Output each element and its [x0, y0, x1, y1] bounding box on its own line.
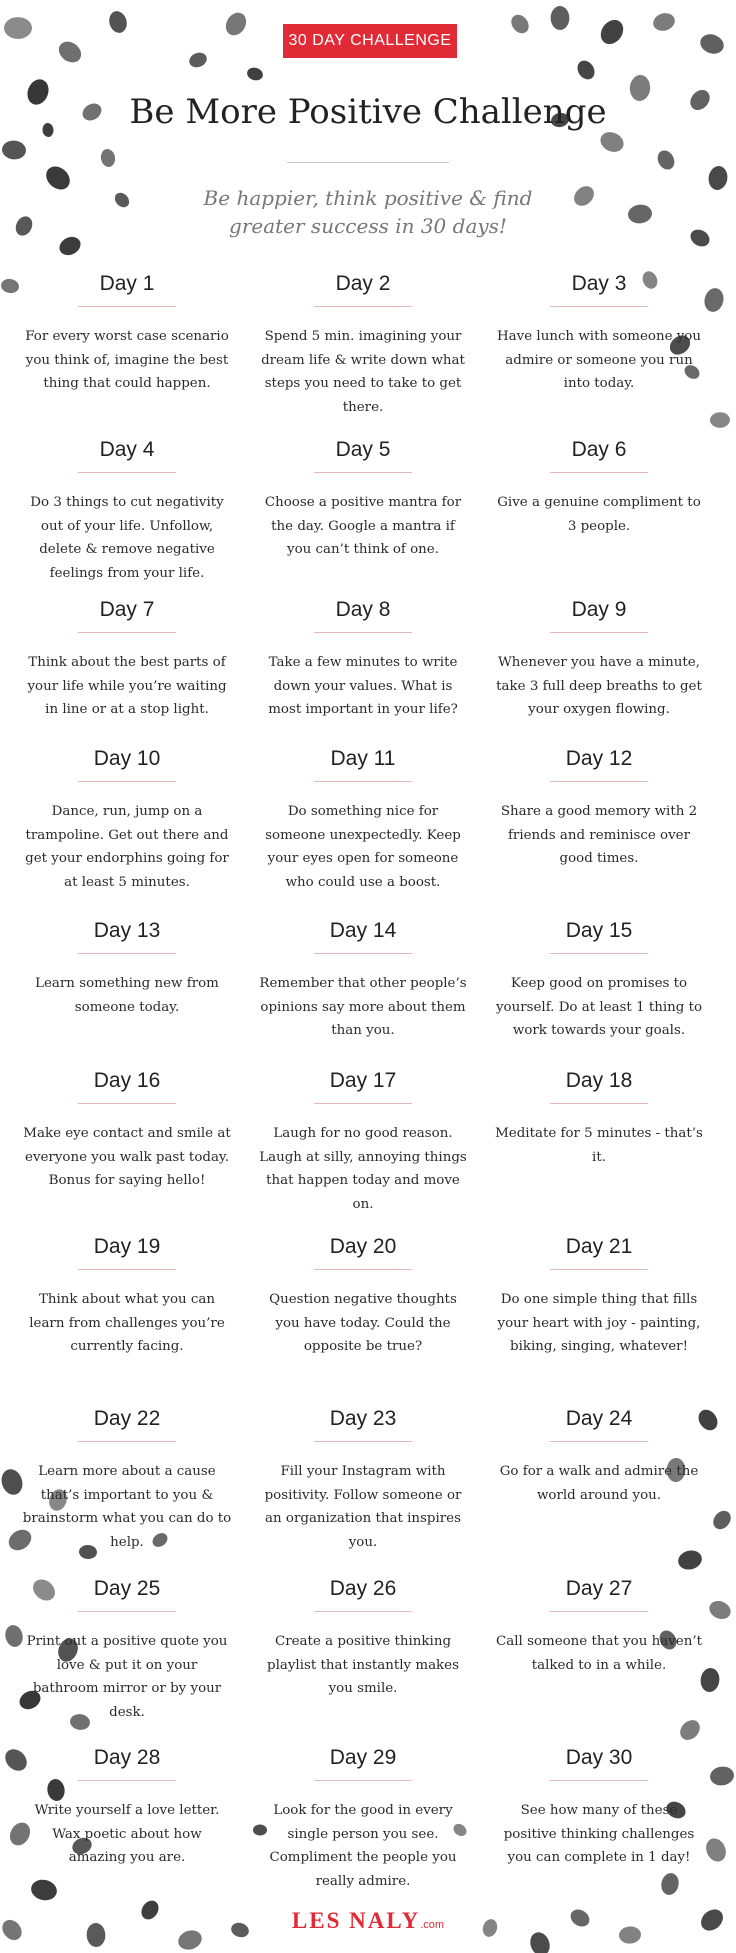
day-card	[258, 1575, 468, 1701]
day-divider	[550, 1269, 648, 1270]
day-label: Day 5	[335, 438, 391, 461]
day-divider	[78, 472, 176, 473]
day-card	[22, 1744, 232, 1870]
day-divider	[78, 1103, 176, 1104]
day-description: Do something nice for someone unexpectedly. Keep your eyes open for someone who could use a boost.	[265, 804, 461, 890]
day-label: Day 10	[93, 747, 161, 770]
day-label: Day 25	[93, 1577, 161, 1600]
day-label: Day 17	[329, 1069, 397, 1092]
day-label: Day 24	[565, 1407, 633, 1430]
day-label: Day 7	[99, 598, 155, 621]
day-divider	[550, 632, 648, 633]
day-label: Day 4	[99, 438, 155, 461]
day-card	[22, 270, 232, 396]
brand-suffix: .com	[420, 1919, 445, 1931]
day-label: Day 27	[565, 1577, 633, 1600]
day-description: Meditate for 5 minutes - that’s it.	[495, 1126, 703, 1165]
day-label: Day 12	[565, 747, 633, 770]
day-divider	[314, 632, 412, 633]
day-description: Fill your Instagram with positivity. Follow someone or an organization that inspires you.	[264, 1464, 462, 1550]
day-card	[22, 745, 232, 894]
day-divider	[550, 1780, 648, 1781]
day-divider	[314, 1780, 412, 1781]
day-card	[258, 1405, 468, 1554]
day-card	[22, 596, 232, 722]
day-description: Whenever you have a minute, take 3 full deep breaths to get your oxygen flowing.	[496, 655, 702, 717]
day-card	[22, 1067, 232, 1193]
day-divider	[314, 306, 412, 307]
day-label: Day 13	[93, 919, 161, 942]
day-description: Think about what you can learn from challenges you’re currently facing.	[29, 1292, 225, 1354]
day-label: Day 11	[330, 747, 396, 770]
day-label: Day 14	[329, 919, 397, 942]
day-label: Day 2	[335, 272, 391, 295]
day-card	[494, 436, 704, 538]
day-card	[258, 917, 468, 1043]
day-divider	[314, 953, 412, 954]
day-description: Print out a positive quote you love & put it on your bathroom mirror or by your desk.	[26, 1634, 228, 1720]
day-card	[258, 745, 468, 894]
day-description: See how many of these positive thinking challenges you can complete in 1 day!	[503, 1803, 695, 1865]
day-label: Day 30	[565, 1746, 633, 1769]
day-description: Make eye contact and smile at everyone you walk past today. Bonus for saying hello!	[23, 1126, 231, 1188]
day-label: Day 9	[571, 598, 627, 621]
day-divider	[314, 1441, 412, 1442]
day-label: Day 20	[329, 1235, 397, 1258]
day-description: For every worst case scenario you think of, imagine the best thing that could happen.	[25, 329, 229, 391]
footer-logo	[0, 1908, 736, 1934]
day-card	[494, 917, 704, 1043]
day-description: Choose a positive mantra for the day. Google a mantra if you can’t think of one.	[264, 495, 462, 557]
day-description: Do 3 things to cut negativity out of your life. Unfollow, delete & remove negative feelings from your life.	[30, 495, 224, 581]
day-description: Learn more about a cause that’s important to you & brainstorm what you can do to help.	[22, 1464, 232, 1550]
day-card	[494, 745, 704, 871]
day-description: Think about the best parts of your life while you’re waiting in line or at a stop light.	[27, 655, 227, 717]
day-divider	[78, 1441, 176, 1442]
day-card	[22, 1405, 232, 1554]
day-description: Call someone that you haven’t talked to in a while.	[496, 1634, 702, 1673]
day-description: Keep good on promises to yourself. Do at least 1 thing to work towards your goals.	[495, 976, 703, 1038]
day-divider	[550, 781, 648, 782]
day-description: Question negative thoughts you have today. Could the opposite be true?	[269, 1292, 457, 1354]
day-label: Day 1	[99, 272, 155, 295]
day-label: Day 23	[329, 1407, 397, 1430]
day-card	[22, 917, 232, 1019]
day-label: Day 8	[335, 598, 391, 621]
day-card	[494, 1405, 704, 1507]
day-divider	[78, 1780, 176, 1781]
day-label: Day 26	[329, 1577, 397, 1600]
day-card	[22, 1233, 232, 1359]
day-label: Day 18	[565, 1069, 633, 1092]
day-description: Learn something new from someone today.	[35, 976, 219, 1015]
day-card	[494, 1744, 704, 1870]
day-label: Day 29	[329, 1746, 397, 1769]
day-description: Dance, run, jump on a trampoline. Get out there and get your endorphins going for at least 5 minutes.	[25, 804, 229, 890]
day-description: Spend 5 min. imagining your dream life & write down what steps you need to take to get there.	[261, 329, 465, 415]
day-description: Take a few minutes to write down your values. What is most important in your life?	[268, 655, 458, 717]
day-card	[22, 436, 232, 585]
day-description: Do one simple thing that fills your heart with joy - painting, biking, singing, whatever!	[497, 1292, 701, 1354]
day-card	[258, 436, 468, 562]
day-label: Day 28	[93, 1746, 161, 1769]
day-card	[258, 1067, 468, 1216]
day-card	[494, 1067, 704, 1169]
day-card	[494, 1233, 704, 1359]
day-divider	[550, 1103, 648, 1104]
day-label: Day 3	[571, 272, 627, 295]
day-divider	[550, 306, 648, 307]
page-subtitle: Be happier, think positive & find greater success in 30 days!	[203, 186, 533, 238]
day-card	[494, 596, 704, 722]
day-card	[494, 270, 704, 396]
day-card	[258, 596, 468, 722]
page-title: Be More Positive Challenge	[129, 92, 607, 132]
day-divider	[550, 1611, 648, 1612]
day-divider	[314, 472, 412, 473]
challenge-badge: 30 DAY CHALLENGE	[283, 24, 457, 58]
day-divider	[78, 781, 176, 782]
day-card	[258, 1744, 468, 1893]
day-card	[258, 1233, 468, 1359]
day-description: Have lunch with someone you admire or someone you run into today.	[497, 329, 701, 391]
day-description: Create a positive thinking playlist that instantly makes you smile.	[267, 1634, 459, 1696]
day-divider	[314, 1103, 412, 1104]
day-divider	[550, 953, 648, 954]
day-divider	[78, 1269, 176, 1270]
day-description: Go for a walk and admire the world around you.	[499, 1464, 699, 1503]
day-description: Give a genuine compliment to 3 people.	[497, 495, 701, 534]
day-card	[22, 1575, 232, 1724]
day-divider	[78, 953, 176, 954]
day-divider	[314, 1269, 412, 1270]
day-divider	[78, 632, 176, 633]
day-description: Laugh for no good reason. Laugh at silly, annoying things that happen today and move on.	[259, 1126, 467, 1212]
day-label: Day 21	[565, 1235, 633, 1258]
day-description: Share a good memory with 2 friends and reminisce over good times.	[500, 804, 698, 866]
day-divider	[78, 306, 176, 307]
day-label: Day 16	[93, 1069, 161, 1092]
day-card	[494, 1575, 704, 1677]
day-description: Remember that other people’s opinions say more about them than you.	[259, 976, 467, 1038]
day-label: Day 22	[93, 1407, 161, 1430]
day-divider	[314, 1611, 412, 1612]
day-label: Day 15	[565, 919, 633, 942]
day-label: Day 19	[93, 1235, 161, 1258]
day-label: Day 6	[571, 438, 627, 461]
day-description: Look for the good in every single person you see. Compliment the people you really admire.	[269, 1803, 457, 1889]
title-divider	[287, 162, 449, 163]
day-description: Write yourself a love letter. Wax poetic about how amazing you are.	[34, 1803, 220, 1865]
day-divider	[550, 472, 648, 473]
day-divider	[78, 1611, 176, 1612]
brand-name: LES NALY	[291, 1908, 421, 1933]
day-card	[258, 270, 468, 419]
day-divider	[550, 1441, 648, 1442]
day-divider	[314, 781, 412, 782]
